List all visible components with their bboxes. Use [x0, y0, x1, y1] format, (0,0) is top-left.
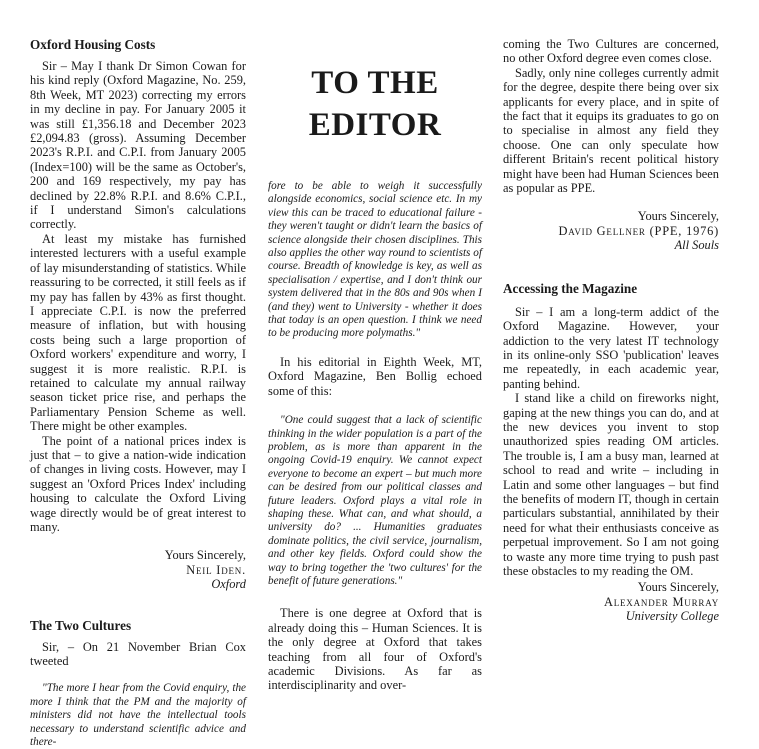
signature-block [503, 209, 719, 252]
closing: Yours Sincerely, [637, 580, 719, 595]
closing: Yours Sincerely, [164, 548, 246, 563]
quote-block [268, 414, 482, 588]
letter-paragraph: Sir, – On 21 November Brian Cox tweeted [30, 639, 246, 669]
quote-block [268, 180, 482, 341]
author-name: David Gellner (PPE, 1976) [558, 223, 719, 238]
author-name: Alexander Murray [603, 594, 719, 609]
column-left [30, 0, 246, 749]
signature-block [30, 548, 246, 591]
letter-paragraph: In his editorial in Eighth Week, MT, Oxford Magazine, Ben Bollig echoed some of this: [268, 354, 482, 398]
column-right [503, 0, 719, 624]
letter-paragraph: The point of a national prices index is just that – to give a nation-wide indication of changes in living costs. However, may I suggest an 'Oxford Prices Index' including housing to calculate the Oxford Living wage directly would be of great interest to many. [30, 433, 246, 534]
page-title: TO THE EDITOR [308, 65, 442, 143]
quote-text: "The more I hear from the Covid enquiry, the more I think that the PM and the majority of ministers did not have the intellectual tools necessary to understand scientific advice and there- [30, 682, 246, 749]
author-affiliation: Oxford [211, 577, 246, 592]
quote-text: "One could suggest that a lack of scientific thinking in the wider population is a part of the problem, as is more than apparent in the ongoing Covid-19 enquiry. We cannot expect everyone to become an expert – but much more can be desired from our political classes and future leaders. Oxford plays a vital role in shaping these. What can, and what should, a university do? ... Humanities graduates dominate politics, the civil service, journalism, and other key fields. Oxford could show the way to bring together the 'two cultures' for the benefit of future generations." [268, 414, 482, 587]
letter-paragraph: coming the Two Cultures are concerned, no other Oxford degree even comes close. [503, 37, 719, 66]
author-affiliation: University College [625, 609, 719, 624]
letter-paragraph: At least my mistake has furnished interested lecturers with a useful example of lay misunderstanding of statistics. While reassuring to be corrected, it still feels as if my pay has fallen by 43% as first thought. I appreciate C.P.I. is now the preferred measure of inflation, but with housing costs being such a large proportion of Oxford workers' expenditure and worry, I suggest it is more realistic. R.P.I. is retained to calculate my annual railway season ticket price rise, and perhaps the Parliamentary Pension Scheme as well. There might be other examples. [30, 231, 246, 434]
letter-paragraph: There is one degree at Oxford that is already doing this – Human Sciences. It is the only degree at Oxford that takes teaching from all four of Oxford's academic Divisions. As far as interdisciplinarity and over- [268, 606, 482, 693]
quote-text: fore to be able to weigh it successfully alongside economics, social science etc. In my view this can be traced to educational failure - they weren't taught or didn't learn the basics of science alongside their chosen disciplines. This also applies the other way round to scientists of course. Breadth of knowledge is key, as well as specialisation / expertise, and I don't think our system delivered that in the 80s and 90s when I (and they) went to University - whether it does that today is an open question. I think we need to be producing more polymaths." [268, 180, 482, 340]
letter-heading-accessing: Accessing the Magazine [503, 280, 638, 296]
column-middle [268, 0, 482, 693]
letter-paragraph: I stand like a child on fireworks night, gaping at the new things you can do, and at the new devices you invent to stop unauthorized spies reading OM articles. The trouble is, I am a busy man, learned at school to read and write – including in Latin and some other languages – but find the benefits of modern IT, though in certain particulars substantial, annihilated by their need for what their enthusiasts conceive as perpetual improvement. So I am not going to waste any more time trying to push past these obstacles to my reading the OM. [503, 391, 719, 578]
quote-block [30, 682, 246, 749]
closing: Yours Sincerely, [637, 209, 719, 224]
letter-heading-two-cultures: The Two Cultures [30, 617, 132, 633]
letter-paragraph: Sir – I am a long-term addict of the Oxford Magazine. However, your addiction to the very latest IT technology in its online-only SSO 'publication' leaves me repeatedly, in each academic year, panting behind. [503, 304, 719, 391]
letter-paragraph: Sir – May I thank Dr Simon Cowan for his kind reply (Oxford Magazine, No. 259, 8th Week, MT 2023) correcting my errors in my decline in pay. For January 2005 it was still £1,356.18 and December 2023 £2,094.83 (gross). Assuming December 2023's R.P.I. and C.P.I. from January 2005 (Index=100) will be the same as October's, 200 and 169 respectively, my pay has declined by 22.8% R.P.I. and 8.6% C.P.I., if I understand Simon's calculations correctly. [30, 59, 246, 232]
author-name: Neil Iden. [186, 562, 246, 577]
letter-heading-housing: Oxford Housing Costs [30, 37, 156, 52]
signature-block [503, 580, 719, 623]
letter-paragraph: Sadly, only nine colleges currently admit for the degree, despite there being over six applicants for every place, and in spite of the fact that it equips its graduates to go on to specialise in almost any field they choose. One can only speculate how different Britain's recent political history might have been had Human Sciences been as popular as PPE. [503, 65, 719, 196]
author-affiliation: All Souls [674, 238, 719, 253]
